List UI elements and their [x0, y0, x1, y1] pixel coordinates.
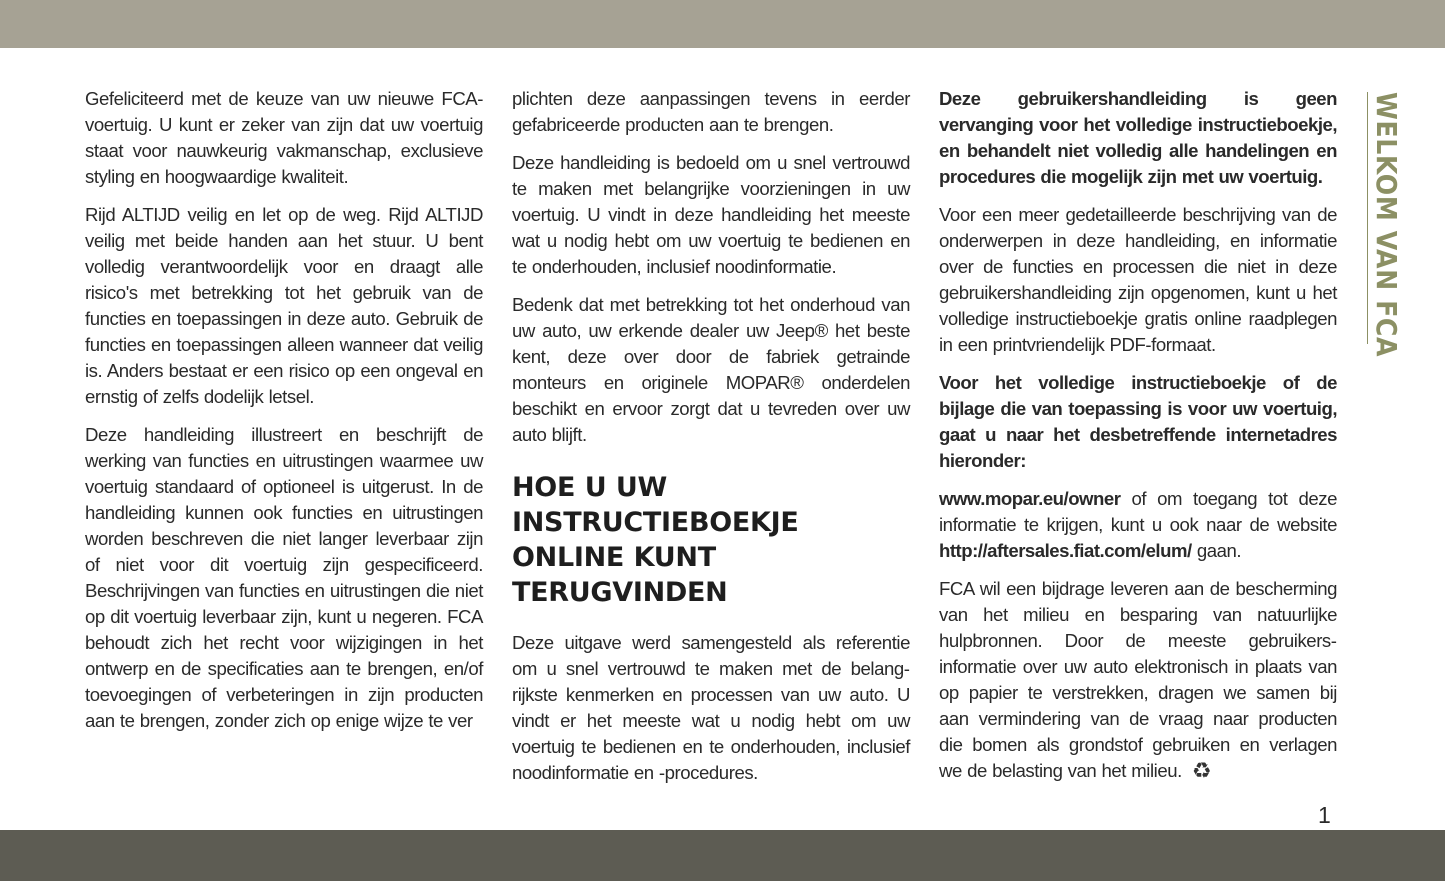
manual-scope-paragraph: Deze handleiding illustreert en beschrijft de werking van functies en uitrustingen waarmee uw voertuig standaard of optioneel is uitgerust. In de handleiding kunnen ook functies en uitrustingen worden beschreven die niet langer leverbaar zijn of niet voor dit voertuig zijn gespecificeerd. Beschrijvingen van functies en uitrustingen die niet op dit voertuig leverbaar zijn, kunt u negeren. FCA behoudt zich het recht voor wijzigingen in het ontwerp en de specificaties aan te brengen, en/of toevoegingen of verbeteringen in zijn producten aan te brengen, zonder zich op enige wijze te ver [85, 424, 483, 731]
intro-paragraph: Gefeliciteerd met de keuze van uw nieuwe FCA-voertuig. U kunt er zeker van zijn dat uw voertuig staat voor nauwkeurig vakmanschap, exclusieve styling en hoogwaardige kwaliteit. [85, 88, 483, 187]
environment-text: FCA wil een bijdrage leveren aan de bescherming van het milieu en besparing van natuurlijke hulpbronnen. Door de meeste gebruikersinformatie over uw auto elektronisch in plaats van op papier te verstrekken, dragen we samen bij aan vermindering van de vraag naar producten die bomen als grondstof gebruiken en verlagen we de belasting van het milieu. [939, 578, 1337, 781]
links-paragraph [939, 486, 1337, 564]
continuation-paragraph: plichten deze aanpassingen tevens in eerder gefabriceerde producten aan te brengen. [512, 88, 910, 135]
links-text-1: of om toegang tot deze informatie te krijgen, kunt u ook naar de website [939, 488, 1337, 535]
environment-paragraph [939, 576, 1337, 784]
column-3 [939, 86, 1337, 796]
page-number: 1 [1318, 802, 1331, 828]
aftersales-link[interactable]: http://aftersales.fiat.com/elum/ [939, 540, 1192, 561]
dealer-paragraph: Bedenk dat met betrekking tot het onderhoud van uw auto, uw erkende dealer uw Jeep® het beste kent, deze over door de fabriek getrainde monteurs en originele MOPAR® onderdelen beschikt en ervoor zorgt dat u tevreden over uw auto blijft. [512, 294, 910, 445]
instruction-paragraph: Voor het volledige instructieboekje of de bijlage die van toepassing is voor uw voertuig, gaat u naar het desbetreffende internetadres hieronder: [939, 372, 1337, 471]
column-1 [85, 86, 483, 746]
notice-paragraph: Deze gebruikershandleiding is geen vervanging voor het volledige instructieboekje, en behandelt niet volledig alle handelingen en procedures die mogelijk zijn met uw voertuig. [939, 88, 1337, 187]
column-2 [512, 86, 910, 798]
safety-paragraph: Rijd ALTIJD veilig en let op de weg. Rijd ALTIJD veilig met beide handen aan het stuur. U bent volledig verantwoordelijk voor en draagt alle risico's met betrekking tot het gebruik van de functies en toepassingen in deze auto. Gebruik de functies en toepassingen alleen wanneer dat veilig is. Anders bestaat er een risico op een ongeval en ernstig of zelfs dodelijk letsel. [85, 204, 483, 407]
section-heading: HOE U UW INSTRUCTIEBOEKJE ONLINE KUNT TERUGVINDEN [512, 472, 799, 608]
side-title-rule [1367, 92, 1368, 344]
mopar-link[interactable]: www.mopar.eu/owner [939, 488, 1121, 509]
reference-paragraph: Deze uitgave werd samengesteld als referentie om u snel vertrouwd te maken met de belangrijkste kenmerken en processen van uw auto. U vindt er het meeste wat u nodig hebt om uw voertuig te bedienen en te onderhouden, inclusief noodinformatie en -procedures. [512, 632, 910, 783]
bottom-band [0, 830, 1445, 881]
recycle-icon: ♻ [1191, 758, 1212, 783]
side-title: WELKOM VAN FCA [1370, 92, 1403, 358]
top-band [0, 0, 1445, 48]
details-paragraph: Voor een meer gedetailleerde beschrijving van de onderwerpen in deze handleiding, en informatie over de functies en processen die niet in deze gebruikershandleiding zijn opgenomen, kunt u het volledige instructieboekje gratis online raadplegen in een printvriendelijk PDF-formaat. [939, 204, 1337, 355]
purpose-paragraph: Deze handleiding is bedoeld om u snel vertrouwd te maken met belangrijke voorzieningen in uw voertuig. U vindt in deze handleiding het meeste wat u nodig hebt om uw voertuig te bedienen en te onderhouden, inclusief noodinformatie. [512, 152, 910, 277]
links-text-2: gaan. [1191, 540, 1242, 561]
